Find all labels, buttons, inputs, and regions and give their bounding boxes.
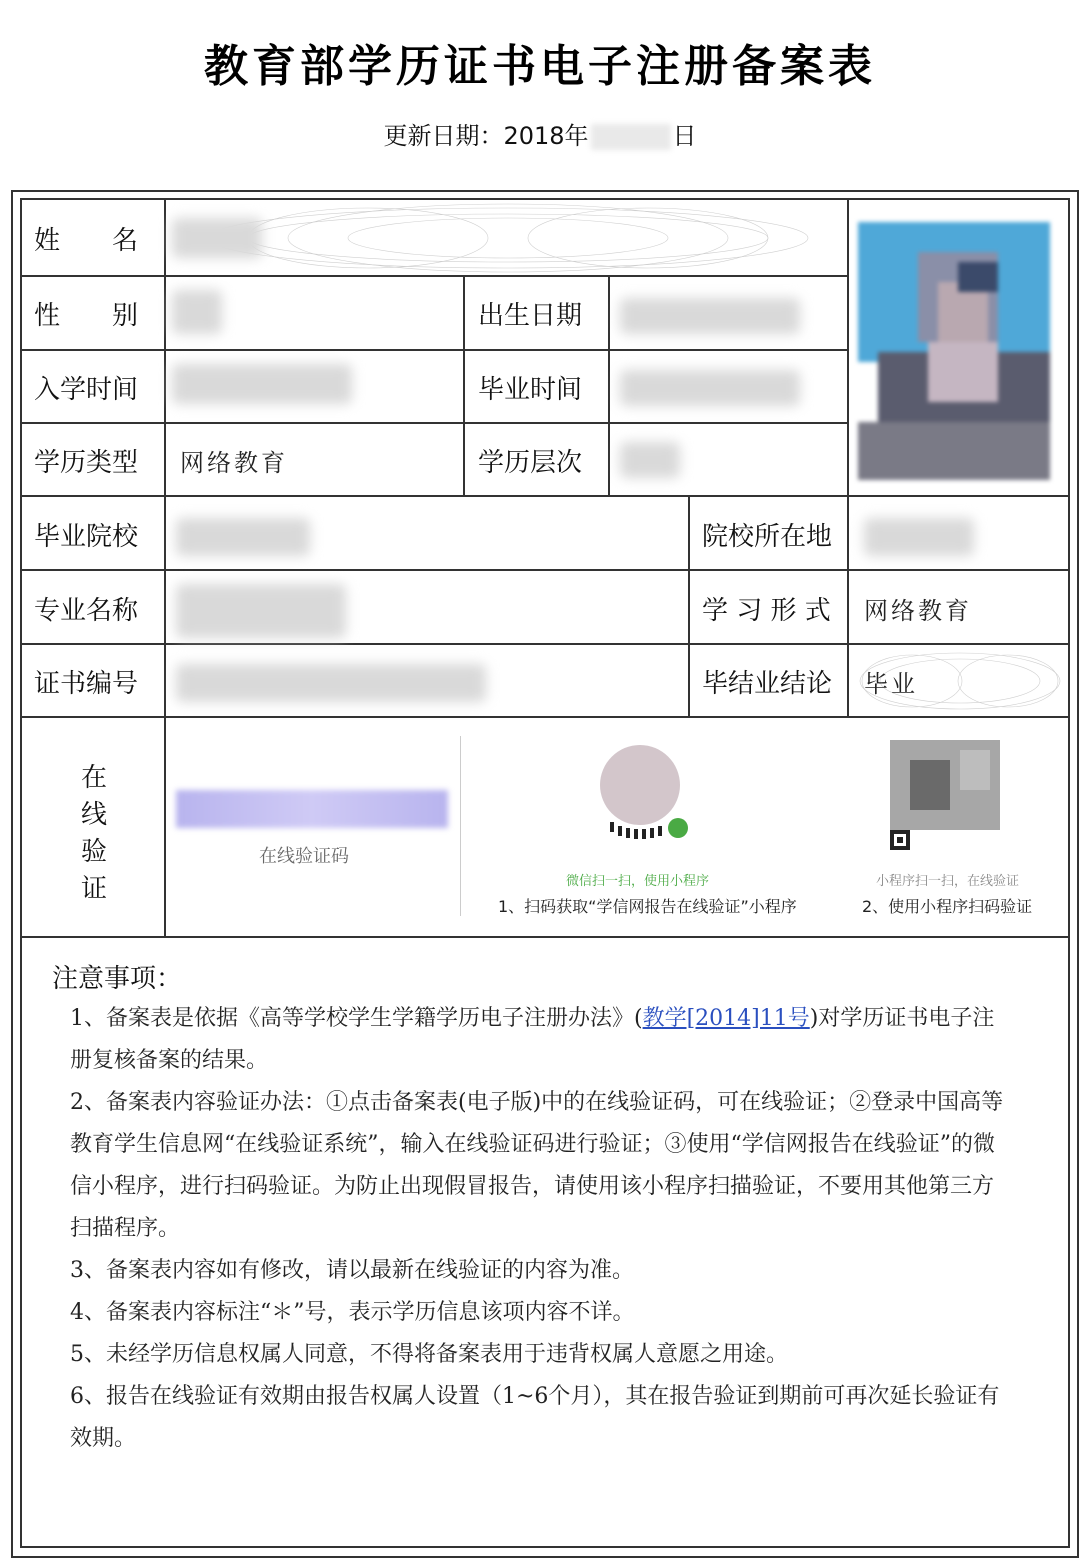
note-number: 1、	[70, 1006, 106, 1031]
name-label: 姓 名	[34, 225, 139, 256]
enroll-date-label: 入学时间	[34, 375, 139, 405]
note-text: 备案表内容如有修改，请以最新在线验证的内容为准。	[106, 1258, 635, 1283]
miniprogram-scan-hint: 小程序扫一扫，在线验证	[876, 874, 1020, 889]
major-label: 专业名称	[34, 595, 139, 626]
note-text: 未经学历信息权属人同意，不得将备案表用于违背权属人意愿之用途。	[106, 1342, 789, 1367]
online-verify-code[interactable]	[176, 790, 448, 828]
note-2	[70, 1082, 1010, 1250]
conclusion-value: 毕业	[864, 670, 918, 698]
redacted-school	[176, 518, 310, 556]
redacted-school-location	[864, 518, 974, 556]
student-photo	[858, 222, 1050, 480]
redacted-graduate-date	[620, 370, 800, 406]
regulation-link[interactable]: 教学[2014]11号	[642, 1006, 810, 1031]
update-date	[0, 116, 1080, 151]
notes-title: 注意事项：	[52, 964, 183, 994]
guilloche-pattern	[168, 200, 848, 276]
redacted-gender	[172, 290, 222, 334]
wechat-miniprogram-qr-icon	[590, 740, 700, 850]
note-number: 5、	[70, 1342, 106, 1367]
gender-label: 性 别	[34, 301, 139, 331]
note-number: 6、	[70, 1384, 106, 1409]
online-verify-code-caption: 在线验证码	[259, 846, 349, 867]
redacted-birth-date	[620, 298, 800, 334]
note-number: 2、	[70, 1090, 106, 1115]
note-text: 备案表是依据《高等学校学生学籍学历电子注册办法》(	[106, 1006, 643, 1031]
redacted-name	[172, 218, 262, 258]
update-date-label: 更新日期：2018年	[383, 122, 589, 150]
school-location-label: 院校所在地	[702, 521, 833, 552]
wechat-scan-hint: 微信扫一扫，使用小程序	[566, 874, 710, 889]
edu-type-value: 网络教育	[180, 449, 288, 477]
update-date-suffix: 日	[672, 122, 697, 150]
verify-qr-icon	[880, 730, 1020, 860]
page-title: 教育部学历证书电子注册备案表	[204, 41, 876, 92]
note-number: 4、	[70, 1300, 106, 1325]
redacted-enroll-date	[172, 364, 352, 404]
redacted-cert-number	[176, 664, 486, 702]
verify-step-1: 1、扫码获取“学信网报告在线验证”小程序	[498, 897, 797, 916]
cert-number-label: 证书编号	[34, 669, 139, 699]
graduate-date-label: 毕业时间	[478, 375, 583, 405]
note-6	[70, 1376, 1010, 1460]
note-number: 3、	[70, 1258, 106, 1283]
redacted-edu-level	[620, 442, 680, 478]
note-4	[70, 1292, 1010, 1334]
note-text: 报告在线验证有效期由报告权属人设置（1~6个月），其在报告验证到期前可再次延长验证有效期。	[70, 1384, 1000, 1451]
study-form-label: 学 习 形 式	[702, 595, 831, 626]
conclusion-label: 毕结业结论	[702, 669, 833, 699]
note-text: 备案表内容验证办法：①点击备案表(电子版)中的在线验证码，可在线验证；②登录中国高等教育学生信息网“在线验证系统”，输入在线验证码进行验证；③使用“学信网报告在线验证”的微信小程序，进行扫码验证。为防止出现假冒报告，请使用该小程序扫描验证，不要用其他第三方扫描程序。	[70, 1090, 1004, 1241]
edu-level-label: 学历层次	[478, 448, 583, 478]
note-1	[70, 998, 1010, 1082]
redacted-date	[591, 124, 671, 150]
edu-type-label: 学历类型	[34, 448, 139, 478]
school-label: 毕业院校	[34, 521, 139, 552]
verify-step-2: 2、使用小程序扫码验证	[862, 897, 1033, 916]
online-verify-label: 在线验证	[80, 763, 107, 904]
birth-date-label: 出生日期	[478, 301, 583, 331]
note-text: 备案表内容标注“＊”号，表示学历信息该项内容不详。	[106, 1300, 635, 1325]
study-form-value: 网络教育	[864, 596, 972, 625]
note-5	[70, 1334, 1010, 1376]
note-text: )对学历证书电子注册复核备案的结果。	[70, 1006, 995, 1073]
note-3	[70, 1250, 1010, 1292]
redacted-major	[176, 584, 346, 638]
